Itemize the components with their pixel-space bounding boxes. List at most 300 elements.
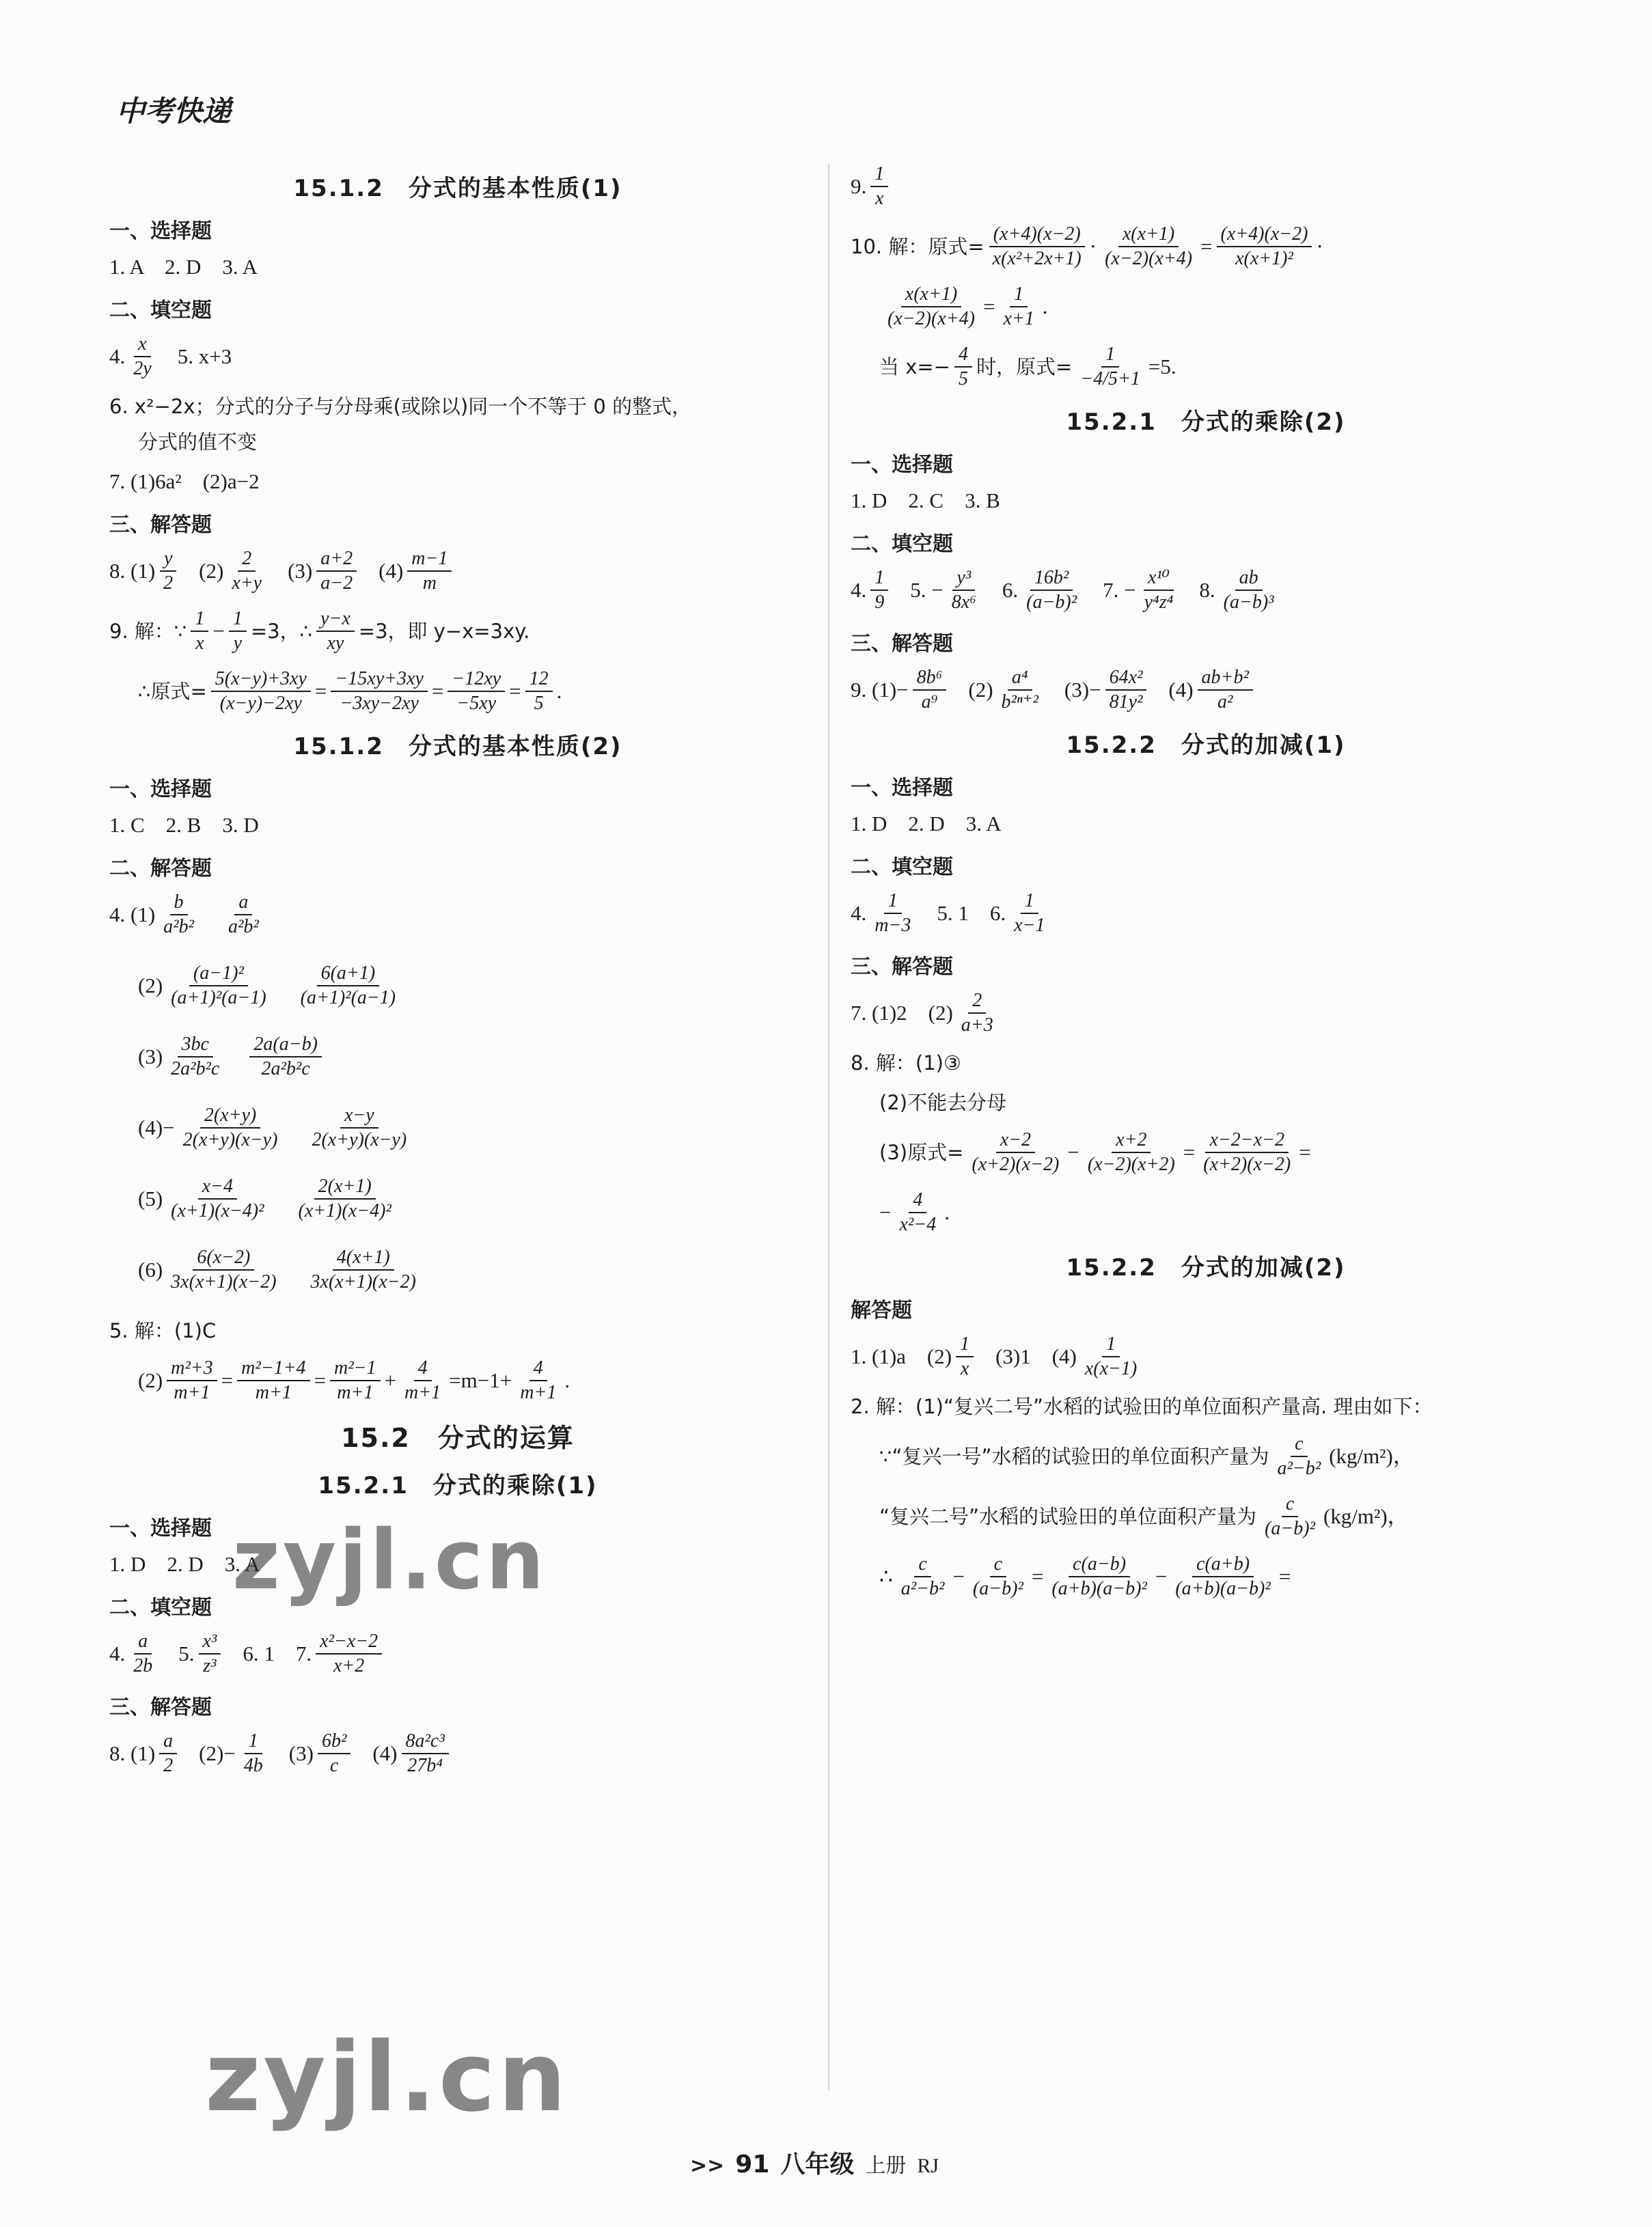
answer-line	[109, 891, 806, 939]
numerator: (x+4)(x−2)	[989, 223, 1085, 247]
answer-line	[851, 163, 1561, 210]
numerator: 1	[245, 1730, 262, 1754]
fraction	[407, 547, 452, 595]
numerator: ab+b²	[1198, 666, 1253, 691]
numerator: (x+4)(x−2)	[1217, 223, 1312, 247]
fraction	[870, 889, 915, 937]
answer-text: 8. (1)	[109, 1741, 156, 1765]
answer-line	[851, 223, 1561, 271]
subsection-label: 三、解答题	[109, 1696, 212, 1719]
operator: −	[879, 1200, 892, 1224]
operator: ·	[1089, 234, 1097, 258]
answer-text: 5. −	[910, 578, 944, 602]
operator: −	[1067, 1140, 1079, 1164]
fraction	[179, 1104, 282, 1152]
denominator: 8x⁶	[951, 592, 976, 613]
answer-text: 4.	[851, 901, 867, 925]
fraction	[1261, 1493, 1319, 1540]
numerator: 2(x+y)	[200, 1104, 260, 1129]
subsection-label: 二、填空题	[851, 855, 953, 879]
fraction	[957, 989, 997, 1037]
answer-text: 1. C 2. B 3. D	[109, 813, 259, 837]
numerator: 16b²	[1030, 566, 1073, 591]
answer-line	[109, 1317, 806, 1344]
fraction	[316, 547, 357, 595]
fraction	[129, 1630, 156, 1678]
fraction	[159, 547, 177, 595]
answer-text: (5)	[138, 1187, 163, 1211]
denominator: x+y	[232, 572, 262, 594]
answer-text: 6. x²−2x；分式的分子与分母乘(或除以)同一个不等于 0 的整式，	[109, 395, 692, 418]
answer-line	[109, 428, 806, 456]
numerator: m²+3	[167, 1357, 217, 1381]
answer-text: 4.	[851, 578, 867, 602]
answer-line	[851, 1433, 1561, 1480]
numerator: 1	[870, 566, 888, 591]
right-column	[851, 157, 1561, 1613]
fraction	[954, 343, 972, 391]
answer-line	[109, 547, 806, 595]
numerator: x−2	[996, 1129, 1035, 1153]
section-title: 15.1.2 分式的基本性质(1)	[293, 175, 622, 202]
grade-label: 八年级	[780, 2150, 855, 2178]
fraction	[402, 1730, 449, 1778]
answer-text: 8. 解：(1)③	[851, 1051, 961, 1075]
answer-text: (kg/m²)，	[1329, 1444, 1414, 1468]
denominator: a²−b²	[900, 1578, 945, 1599]
fraction	[191, 607, 208, 655]
fraction	[307, 1104, 411, 1152]
numerator: 1	[229, 607, 247, 632]
numerator: c	[990, 1553, 1006, 1577]
subsection-label: 三、解答题	[109, 513, 212, 537]
answer-text: 5.	[178, 1642, 195, 1665]
answer-line	[851, 810, 1561, 838]
subsection-label: 二、填空题	[109, 1596, 212, 1620]
numerator: 2	[238, 547, 256, 572]
subsection-label: 三、解答题	[851, 955, 953, 979]
fraction	[307, 1246, 420, 1294]
numerator: b	[170, 891, 188, 915]
denominator: (x−2)(x+2)	[1087, 1154, 1175, 1175]
section-title: 15.2 分式的运算	[341, 1423, 575, 1453]
numerator: x−4	[198, 1175, 237, 1200]
answer-text: 10. 解：原式=	[851, 235, 985, 258]
denominator: 2	[163, 1755, 174, 1776]
operator: =	[314, 1368, 327, 1392]
fraction	[167, 1033, 223, 1081]
denominator: 3x(x+1)(x−2)	[171, 1271, 277, 1292]
subsection-label: 二、填空题	[109, 299, 212, 322]
numerator: c(a+b)	[1192, 1553, 1254, 1577]
numerator: a	[159, 1730, 177, 1754]
numerator: 4	[529, 1357, 547, 1381]
numerator: 12	[525, 667, 553, 692]
subsection-label: 三、解答题	[851, 632, 953, 656]
denominator: x	[960, 1358, 969, 1379]
denominator: a²b²	[228, 916, 259, 937]
fraction	[400, 1357, 445, 1405]
denominator: 2y	[133, 358, 152, 379]
denominator: b²ⁿ⁺²	[1001, 691, 1038, 713]
fraction	[895, 1189, 940, 1236]
answer-text: 4.	[109, 344, 126, 368]
numerator: 2a(a−b)	[249, 1033, 322, 1057]
answer-line	[851, 343, 1561, 391]
section-title: 15.1.2 分式的基本性质(2)	[293, 733, 622, 760]
operator: =	[1200, 234, 1213, 258]
fraction	[237, 1357, 309, 1405]
section-title: 15.2.2 分式的加减(1)	[1066, 732, 1346, 759]
answer-text: =3，即 y−x=3xy.	[358, 620, 530, 643]
subsection-label: 二、解答题	[109, 857, 212, 881]
answer-text: (2)	[199, 559, 224, 583]
denominator: (a+b)(a−b)²	[1051, 1578, 1147, 1599]
answer-line	[851, 1189, 1561, 1236]
fraction	[199, 1630, 221, 1678]
numerator: 2(x+1)	[314, 1175, 376, 1200]
numerator: ab	[1235, 566, 1263, 591]
answer-line	[851, 1049, 1561, 1077]
fraction	[997, 666, 1043, 714]
fraction	[129, 333, 155, 381]
answer-text: ∵“复兴一号”水稻的试验田的单位面积产量为	[879, 1445, 1269, 1468]
denominator: x+1	[1003, 308, 1034, 329]
section-title: 15.2.1 分式的乘除(2)	[1066, 409, 1346, 436]
fraction	[167, 1357, 217, 1405]
operator: .	[1042, 294, 1048, 318]
answer-line	[109, 962, 806, 1010]
answer-text: 8.	[1199, 578, 1215, 602]
answer-line	[109, 1033, 806, 1081]
fraction	[1105, 666, 1147, 714]
numerator: 1	[884, 889, 902, 914]
denominator: x	[875, 188, 884, 209]
denominator: 9	[875, 592, 885, 613]
answer-line	[851, 1493, 1561, 1540]
numerator: 2	[968, 989, 986, 1014]
denominator: x+2	[333, 1655, 365, 1676]
answer-text: (6)	[138, 1258, 163, 1282]
denominator: (x+1)(x−4)²	[171, 1200, 264, 1221]
answer-text: 1. D 2. D 3. A	[109, 1552, 260, 1576]
denominator: (a+1)²(a−1)	[171, 987, 266, 1008]
answer-text: 7. −	[1103, 578, 1136, 602]
numerator: 6(x−2)	[193, 1246, 254, 1271]
denominator: (a−b)²	[972, 1578, 1023, 1599]
answer-text: ∴	[879, 1564, 893, 1588]
numerator: 4	[909, 1189, 926, 1213]
numerator: c(a−b)	[1069, 1553, 1130, 1577]
denominator: x(x+1)²	[1235, 248, 1293, 269]
answer-line	[109, 607, 806, 655]
denominator: x−1	[1014, 915, 1045, 936]
fraction	[1217, 223, 1312, 271]
answer-text: (2)	[138, 973, 163, 997]
numerator: x+2	[1112, 1129, 1151, 1153]
denominator: m	[422, 572, 437, 594]
subsection-label: 一、选择题	[851, 776, 953, 800]
numerator: 4	[954, 343, 972, 368]
denominator: −3xy−2xy	[340, 693, 419, 714]
fraction	[1220, 566, 1278, 614]
fraction	[948, 566, 980, 614]
answer-text: 1. A 2. D 3. A	[109, 255, 258, 279]
double-chevron-icon: >>	[690, 2154, 725, 2178]
watermark: zyjl.cn	[205, 2022, 569, 2133]
operator: =	[1278, 1564, 1291, 1588]
watermark: zyjl.cn	[232, 1513, 547, 1608]
numerator: x²−x−2	[316, 1630, 382, 1655]
answer-text: 1. (1)a (2)	[851, 1344, 952, 1368]
answer-text: 8. (1)	[109, 559, 156, 583]
page-number: 91	[735, 2150, 770, 2178]
numerator: m−1	[407, 547, 452, 572]
numerator: y³	[952, 566, 975, 591]
numerator: 1	[1101, 343, 1119, 368]
numerator: y−x	[316, 607, 355, 632]
numerator: 1	[956, 1333, 974, 1357]
answer-line	[851, 1129, 1561, 1176]
fraction	[228, 547, 266, 595]
fraction	[1022, 566, 1081, 614]
fraction	[1198, 666, 1253, 714]
answer-text: 7. (1)6a² (2)a−2	[109, 469, 260, 493]
fraction	[525, 667, 553, 715]
answer-line	[109, 812, 806, 839]
answer-text: 9. (1)−	[851, 678, 909, 702]
numerator: a⁴	[1008, 666, 1032, 691]
fraction	[1274, 1433, 1325, 1480]
denominator: m−3	[875, 915, 911, 936]
subsection-label: 一、选择题	[109, 777, 212, 801]
denominator: −4/5+1	[1080, 368, 1140, 389]
answer-text: (3)	[138, 1045, 163, 1068]
denominator: 2a²b²c	[171, 1058, 220, 1079]
answer-text: 5. 解：(1)C	[109, 1319, 217, 1342]
answer-text: (4)	[372, 1741, 398, 1765]
answer-line	[109, 253, 806, 281]
answer-text: 6. 1 7.	[243, 1642, 312, 1665]
answer-line	[109, 468, 806, 495]
answer-text: 1. D 2. D 3. A	[851, 812, 1002, 835]
numerator: −12xy	[448, 667, 505, 692]
answer-text: 7. (1)2 (2)	[851, 1001, 953, 1025]
fraction	[229, 607, 247, 655]
answer-text: (3)−	[1064, 678, 1101, 702]
denominator: m+1	[255, 1382, 292, 1403]
answer-text: 6.	[1002, 578, 1019, 602]
fraction	[167, 1175, 268, 1223]
numerator: 8b⁶	[913, 666, 947, 691]
answer-line	[851, 566, 1561, 614]
answer-text: (2)不能去分母	[879, 1091, 1007, 1114]
denominator: 2	[163, 572, 174, 594]
fraction	[870, 566, 888, 614]
header-title: 中考快递	[116, 94, 232, 128]
answer-line	[851, 1333, 1561, 1381]
fraction	[1199, 1129, 1295, 1176]
answer-text: 当 x=−	[879, 355, 950, 378]
denominator: 27b⁴	[407, 1755, 443, 1776]
denominator: m+1	[174, 1382, 210, 1403]
denominator: (a−b)²	[1026, 592, 1077, 613]
denominator: (x+2)(x−2)	[1203, 1154, 1291, 1175]
fraction	[167, 962, 270, 1010]
denominator: (x−2)(x+4)	[887, 308, 975, 329]
numerator: x(x+1)	[901, 283, 961, 307]
denominator: 5	[534, 693, 544, 714]
numerator: c	[1291, 1433, 1307, 1457]
numerator: x(x+1)	[1118, 223, 1179, 247]
answer-line	[109, 1630, 806, 1678]
numerator: (a−1)²	[189, 962, 248, 986]
denominator: x(x−1)	[1084, 1358, 1138, 1379]
fraction	[1101, 223, 1196, 271]
numerator: x−y	[340, 1104, 378, 1129]
answer-line	[109, 1104, 806, 1152]
answer-text: 5. 1 6.	[937, 901, 1006, 925]
answer-line	[109, 1730, 806, 1778]
fraction	[870, 163, 888, 210]
fraction	[159, 1730, 177, 1778]
answer-text: 4.	[109, 1642, 126, 1665]
numerator: 3bc	[178, 1033, 213, 1057]
answer-text: 时，原式=	[976, 355, 1073, 378]
column-divider	[828, 164, 829, 2090]
fraction	[913, 666, 947, 714]
numerator: x	[134, 333, 150, 357]
denominator: a²b²	[163, 916, 194, 937]
operator: =	[1299, 1140, 1311, 1164]
answer-line	[109, 1175, 806, 1223]
answer-text: 1. D 2. C 3. B	[851, 488, 1000, 512]
answer-text: =5.	[1148, 355, 1176, 378]
answer-text: (2)−	[199, 1741, 236, 1765]
denominator: m+1	[520, 1382, 557, 1403]
subsection-label: 二、填空题	[851, 532, 953, 556]
answer-text: ∴原式=	[138, 680, 207, 703]
answer-text: (3)原式=	[879, 1141, 964, 1164]
fraction	[318, 1730, 350, 1778]
fraction	[956, 1333, 974, 1381]
answer-text: (2)	[968, 678, 993, 702]
fraction	[1081, 1333, 1141, 1381]
answer-text: (kg/m²)，	[1323, 1504, 1409, 1528]
denominator: 2(x+y)(x−y)	[312, 1129, 407, 1150]
subsection-label: 一、选择题	[851, 453, 953, 477]
denominator: (a+1)²(a−1)	[300, 987, 396, 1008]
operator: −	[952, 1564, 965, 1588]
numerator: x³	[199, 1630, 221, 1655]
operator: ·	[1316, 234, 1323, 258]
denominator: 2(x+y)(x−y)	[182, 1129, 278, 1150]
fraction	[448, 667, 505, 715]
fraction	[294, 1175, 396, 1223]
denominator: xy	[327, 633, 344, 654]
fraction	[240, 1730, 267, 1778]
answer-line	[851, 889, 1561, 937]
denominator: a+3	[961, 1014, 993, 1036]
denominator: y	[233, 633, 243, 654]
operator: =	[221, 1368, 234, 1392]
denominator: x(x²+2x+1)	[992, 248, 1082, 269]
answer-line	[851, 487, 1561, 514]
answer-line	[851, 1089, 1561, 1116]
answer-text: “复兴二号”水稻的试验田的单位面积产量为	[879, 1505, 1257, 1528]
fraction	[1084, 1129, 1179, 1176]
denominator: 3x(x+1)(x−2)	[310, 1271, 416, 1292]
denominator: 4b	[243, 1755, 263, 1776]
fraction	[883, 283, 979, 331]
subsection-label: 一、选择题	[109, 1517, 212, 1540]
denominator: y⁴z⁴	[1144, 592, 1174, 613]
operator: =	[982, 294, 995, 318]
section-title: 15.2.1 分式的乘除(1)	[318, 1472, 598, 1499]
denominator: m+1	[404, 1382, 441, 1403]
fraction	[999, 283, 1038, 331]
edition-label: RJ	[917, 2155, 939, 2177]
subsection-label: 解答题	[851, 1299, 912, 1323]
answer-line	[109, 333, 806, 381]
denominator: a²−b²	[1277, 1458, 1321, 1479]
numerator: 6(a+1)	[317, 962, 380, 986]
answer-text: (4)	[1168, 678, 1194, 702]
numerator: 8a²c³	[402, 1730, 449, 1754]
answer-text: 9. 解：∵	[109, 620, 187, 643]
fraction	[516, 1357, 560, 1405]
denominator: (a−b)²	[1265, 1518, 1315, 1539]
denominator: (a−b)³	[1223, 592, 1274, 613]
numerator: 4	[414, 1357, 432, 1381]
answer-text: (3)1 (4)	[995, 1344, 1077, 1368]
numerator: −15xy+3xy	[331, 667, 428, 692]
denominator: (a+b)(a−b)²	[1175, 1578, 1271, 1599]
fraction	[1140, 566, 1178, 614]
denominator: (x−2)(x+4)	[1105, 248, 1193, 269]
answer-text: =m−1+	[449, 1368, 512, 1392]
fraction	[224, 891, 263, 939]
fraction	[967, 1129, 1063, 1176]
denominator: (x+1)(x−4)²	[298, 1200, 391, 1221]
answer-line	[109, 393, 806, 420]
page-footer	[690, 2145, 939, 2180]
numerator: 1	[870, 163, 888, 187]
section-title: 15.2.2 分式的加减(2)	[1066, 1254, 1346, 1282]
denominator: x	[195, 633, 204, 654]
denominator: 81y²	[1109, 691, 1143, 713]
numerator: 6b²	[318, 1730, 350, 1754]
numerator: c	[914, 1553, 931, 1577]
denominator: a⁹	[921, 691, 938, 713]
answer-line	[851, 1553, 1561, 1601]
denominator: z³	[203, 1655, 217, 1676]
numerator: 1	[191, 607, 208, 632]
numerator: 1	[1102, 1333, 1120, 1357]
numerator: 1	[1021, 889, 1038, 914]
operator: .	[944, 1200, 950, 1224]
fraction	[316, 607, 355, 655]
answer-line: ∴原式= $\frac{5(x-y)+3xy}{(x-y)-2xy}$ = $\frac{-15xy+3xy}{-3xy-2xy}$ = $\frac{-12xy}{-5xy}$ = $\frac{12}{5}$ .	[138, 668, 562, 714]
fraction	[316, 1630, 382, 1678]
fraction	[331, 667, 428, 715]
fraction	[1010, 889, 1049, 937]
numerator: m²−1	[330, 1357, 381, 1381]
subsection-label: 一、选择题	[109, 219, 212, 243]
answer-text: 5. x+3	[177, 344, 232, 368]
numerator: x−2−x−2	[1205, 1129, 1289, 1153]
fraction	[167, 1246, 280, 1294]
